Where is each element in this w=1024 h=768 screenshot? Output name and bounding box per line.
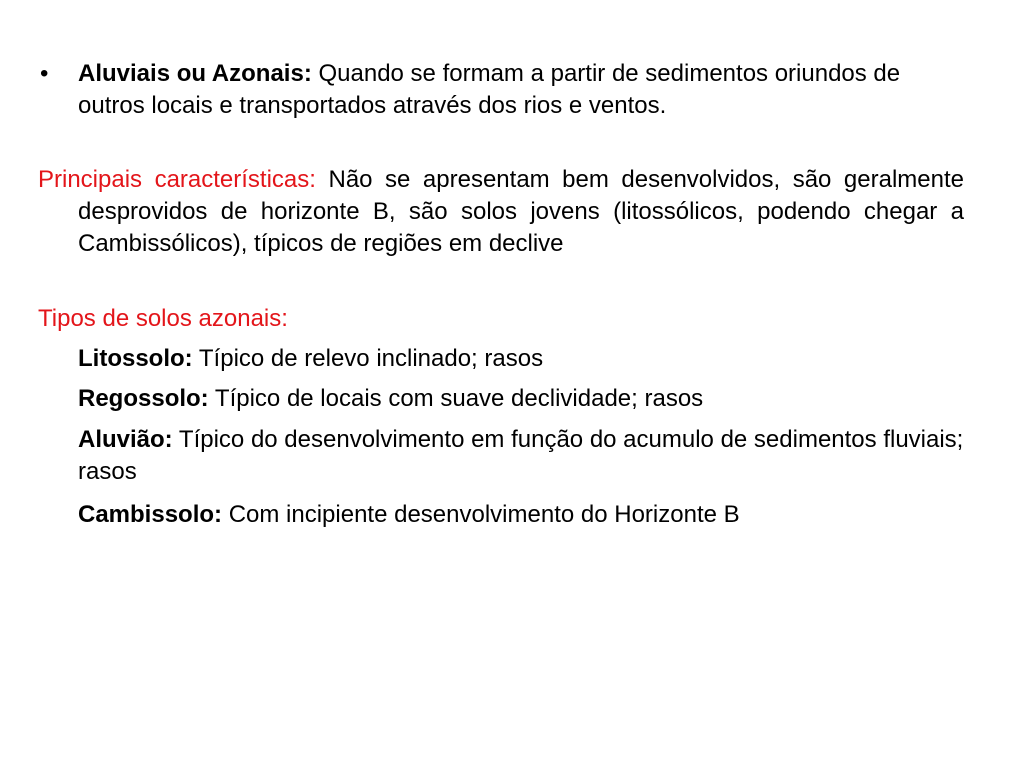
tipo-label-litossolo: Litossolo: — [78, 345, 193, 372]
aluviais-text: Quando se formam a partir de sedimentos oriundos de outros locais e transportados através dos rios e ventos. — [78, 60, 901, 119]
aluviais-label: Aluviais ou Azonais: — [78, 60, 312, 87]
aluviais-paragraph — [38, 58, 964, 122]
tipo-label-cambissolo: Cambissolo: — [78, 501, 223, 528]
tipo-item-aluviao — [38, 424, 964, 488]
tipo-item-cambissolo — [38, 499, 964, 531]
tipo-text-aluviao: Típico do desenvolvimento em função do acumulo de sedimentos fluviais; rasos — [78, 426, 964, 485]
tipo-item-litossolo — [38, 343, 964, 375]
tipo-item-regossolo — [38, 383, 964, 415]
tipos-heading — [38, 303, 964, 335]
tipo-label-regossolo: Regossolo: — [78, 385, 209, 412]
bullet-icon: • — [40, 60, 49, 87]
tipo-text-regossolo: Típico de locais com suave declividade; rasos — [208, 385, 704, 412]
caracteristicas-text: Não se apresentam bem desenvolvidos, são geralmente desprovidos de horizonte B, são solos jovens (litossólicos, podendo chegar a Cambissólicos), típicos de regiões em declive — [78, 166, 964, 257]
caracteristicas-label: Principais características: — [38, 166, 316, 193]
tipo-text-litossolo: Típico de relevo inclinado; rasos — [192, 345, 544, 372]
tipo-label-aluviao: Aluvião: — [78, 426, 173, 453]
caracteristicas-paragraph — [38, 164, 964, 260]
tipos-heading-label: Tipos de solos azonais: — [38, 305, 288, 332]
tipo-text-cambissolo: Com incipiente desenvolvimento do Horizonte B — [222, 501, 740, 528]
